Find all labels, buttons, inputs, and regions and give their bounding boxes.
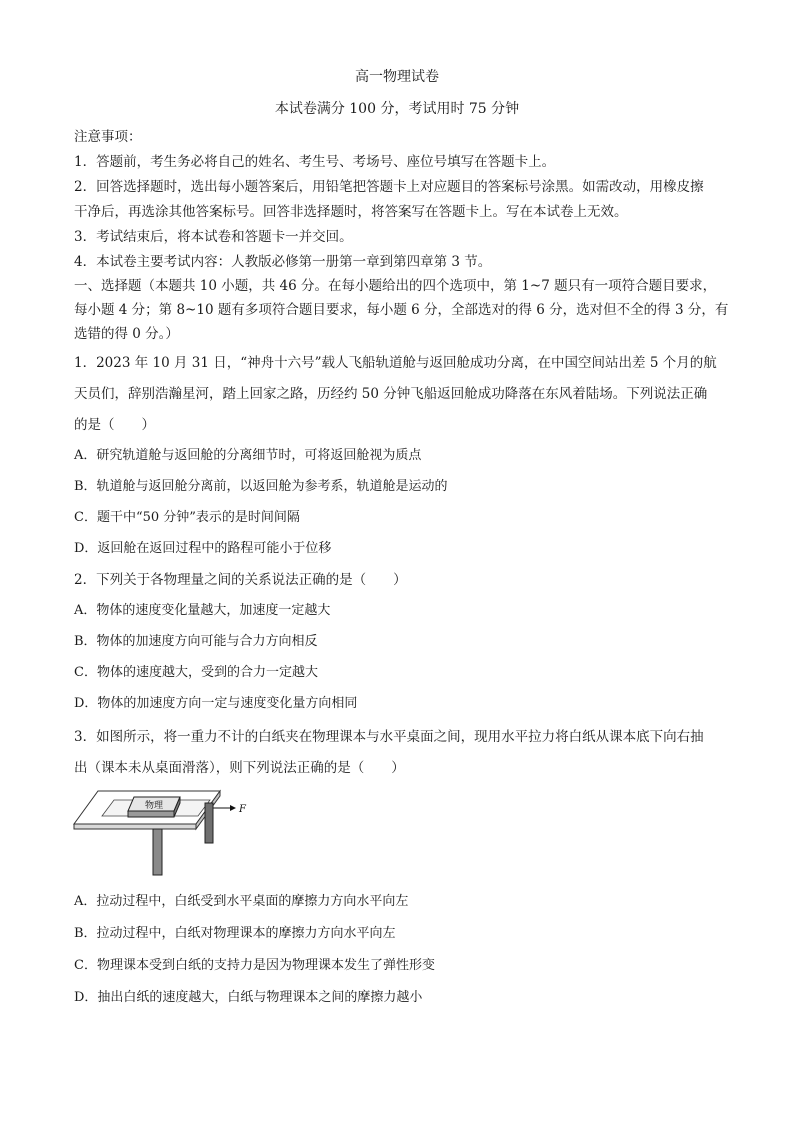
q3-stem-line-1: 3．如图所示，将一重力不计的白纸夹在物理课本与水平桌面之间，现用水平拉力将白纸从课本底下向右抽 [74,729,704,745]
exam-title: 高一物理试卷 [355,69,439,85]
notes-heading: 注意事项： [74,129,142,145]
section-1-intro-line-3: 选错的得 0 分。） [74,326,179,342]
force-arrowhead [230,805,236,811]
note-item-2-line-1: 2．回答选择题时，选出每小题答案后，用铅笔把答题卡上对应题目的答案标号涂黑。如需改动，用橡皮擦 [74,179,704,195]
book-label: 物理 [144,801,164,811]
q1-stem-line-3: 的是（ ） [74,417,155,433]
q3-option-b: B．拉动过程中，白纸对物理课本的摩擦力方向水平向左 [74,926,396,941]
desk-leg-front [153,829,162,875]
section-1-intro-line-2: 每小题 4 分；第 8~10 题有多项符合题目要求，每小题 6 分，全部选对的得 6 分，选对但不全的得 3 分，有 [74,302,729,318]
q2-option-c: C．物体的速度越大，受到的合力一定越大 [74,665,318,680]
force-label: F [239,804,246,815]
q1-stem-line-2: 天员们，辞别浩瀚星河，踏上回家之路，历经约 50 分钟飞船返回舱成功降落在东风着陆场。下列说法正确 [74,386,708,402]
q2-option-d: D．物体的加速度方向一定与速度变化量方向相同 [74,696,358,711]
book-spine [128,811,174,817]
q1-option-c: C．题干中“50 分钟”表示的是时间间隔 [74,510,300,525]
note-item-2-line-2: 干净后，再选涂其他答案标号。回答非选择题时，将答案写在答题卡上。写在本试卷上无效。 [74,204,628,220]
note-item-4: 4．本试卷主要考试内容：人教版必修第一册第一章到第四章第 3 节。 [74,254,492,270]
q1-option-b: B．轨道舱与返回舱分离前，以返回舱为参考系，轨道舱是运动的 [74,479,448,494]
q2-option-b: B．物体的加速度方向可能与合力方向相反 [74,634,318,649]
q2-stem: 2．下列关于各物理量之间的关系说法正确的是（ ） [74,572,407,588]
q3-option-a: A．拉动过程中，白纸受到水平桌面的摩擦力方向水平向左 [74,894,409,909]
q3-option-d: D．抽出白纸的速度越大，白纸与物理课本之间的摩擦力越小 [74,990,423,1005]
desk-edge [74,824,196,829]
q1-stem-line-1: 1．2023 年 10 月 31 日，“神舟十六号”载人飞船轨道舱与返回舱成功分离，在中国空间站出差 5 个月的航 [74,355,717,371]
q3-option-c: C．物理课本受到白纸的支持力是因为物理课本发生了弹性形变 [74,958,435,973]
note-item-1: 1．答题前，考生务必将自己的姓名、考生号、考场号、座位号填写在答题卡上。 [74,154,556,170]
q1-option-a: A．研究轨道舱与返回舱的分离细节时，可将返回舱视为质点 [74,448,422,463]
exam-subtitle: 本试卷满分 100 分，考试用时 75 分钟 [274,101,520,117]
note-item-3: 3．考试结束后，将本试卷和答题卡一并交回。 [74,229,353,245]
q2-option-a: A．物体的速度变化量越大，加速度一定越大 [74,603,331,618]
desk-leg-back [205,803,213,843]
q1-option-d: D．返回舱在返回过程中的路程可能小于位移 [74,541,332,556]
q3-book-on-desk-figure [70,788,248,878]
q3-stem-line-2: 出（课本未从桌面滑落），则下列说法正确的是（ ） [74,760,405,776]
section-1-intro-line-1: 一、选择题（本题共 10 小题，共 46 分。在每小题给出的四个选项中，第 1~7 题只有一项符合题目要求， [74,278,717,294]
